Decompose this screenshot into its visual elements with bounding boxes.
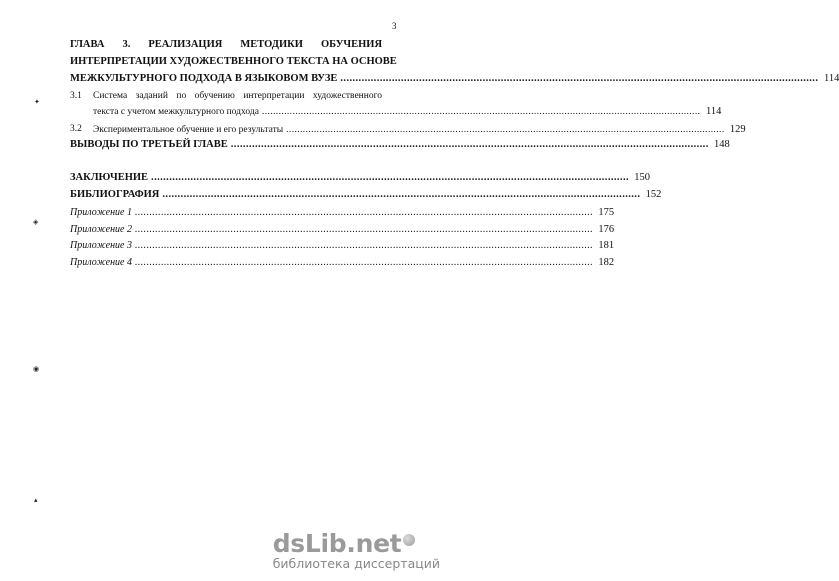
watermark-logo bbox=[273, 529, 416, 558]
leader-dots: .............................................................................................................................................................. bbox=[151, 172, 629, 183]
page-ref: 152 bbox=[645, 189, 662, 200]
chapter-word: ОБУЧЕНИЯ bbox=[320, 39, 383, 50]
leader-dots: .............................................................................................................................................................. bbox=[340, 73, 819, 84]
page-ref: 148 bbox=[713, 139, 730, 150]
leader-dots: .............................................................................................................................................................. bbox=[230, 139, 709, 150]
page-ref: 176 bbox=[598, 224, 615, 235]
globe-icon bbox=[403, 534, 415, 546]
chapter-word: ГЛАВА bbox=[70, 39, 105, 50]
page-ref: 114 bbox=[823, 73, 839, 84]
leader-dots: .............................................................................................................................................................. bbox=[134, 240, 594, 251]
watermark bbox=[273, 529, 440, 571]
section-title-line-2: текста с учетом межкультурного подхода bbox=[93, 107, 259, 117]
chapter-heading-line-2: ИНТЕРПРЕТАЦИИ ХУДОЖЕСТВЕННОГО ТЕКСТА НА ОСНОВЕ bbox=[70, 56, 397, 67]
margin-mark: ◉ bbox=[33, 365, 40, 373]
margin-mark: ◈ bbox=[33, 218, 39, 226]
page-ref: 114 bbox=[706, 106, 722, 117]
leader-dots: .............................................................................................................................................................. bbox=[286, 125, 725, 135]
chapter-word: 3. bbox=[122, 39, 131, 50]
leader-dots: .............................................................................................................................................................. bbox=[134, 257, 594, 268]
watermark-logo-main: dsLib bbox=[272, 529, 347, 558]
chapter-heading-line-1 bbox=[70, 39, 382, 50]
watermark-logo-tld: .net bbox=[346, 529, 402, 558]
appendix-entry[interactable] bbox=[70, 207, 615, 218]
entry-label: Приложение 4 bbox=[70, 257, 132, 268]
chapter-word: РЕАЛИЗАЦИЯ bbox=[148, 39, 223, 50]
page-ref: 150 bbox=[634, 172, 650, 183]
appendix-entry[interactable] bbox=[70, 240, 615, 251]
bibliography-entry[interactable] bbox=[70, 189, 662, 200]
section-title-line-1: Система заданий по обучению интерпретации художественного bbox=[93, 91, 382, 101]
entry-label: Приложение 3 bbox=[70, 240, 132, 251]
section-number: 3.2 bbox=[70, 124, 82, 134]
section-number: 3.1 bbox=[70, 91, 82, 101]
entry-label: Приложение 1 bbox=[70, 207, 132, 218]
chapter-heading-line-3: МЕЖКУЛЬТУРНОГО ПОДХОДА В ЯЗЫКОВОМ ВУЗЕ bbox=[70, 73, 338, 84]
page-ref: 182 bbox=[598, 257, 615, 268]
leader-dots: .............................................................................................................................................................. bbox=[134, 224, 594, 235]
entry-label: ЗАКЛЮЧЕНИЕ bbox=[70, 172, 149, 183]
conclusions-label: ВЫВОДЫ ПО ТРЕТЬЕЙ ГЛАВЕ bbox=[70, 139, 228, 150]
conclusion-entry[interactable] bbox=[70, 172, 650, 183]
leader-dots: .............................................................................................................................................................. bbox=[261, 107, 701, 117]
conclusions-entry[interactable] bbox=[70, 139, 730, 150]
page-ref: 181 bbox=[598, 240, 615, 251]
chapter-heading-entry[interactable] bbox=[70, 73, 839, 84]
page-number: 3 bbox=[392, 21, 397, 31]
appendix-entry[interactable] bbox=[70, 224, 615, 235]
chapter-word: МЕТОДИКИ bbox=[240, 39, 303, 50]
margin-mark: ✦ bbox=[34, 98, 40, 106]
watermark-subtitle: библиотека диссертаций bbox=[272, 556, 440, 571]
margin-mark: ▴ bbox=[34, 496, 38, 504]
section-entry-3-1[interactable] bbox=[93, 106, 722, 117]
section-title: Экспериментальное обучение и его результаты bbox=[93, 125, 284, 135]
section-entry-3-2[interactable] bbox=[93, 124, 746, 135]
entry-label: Приложение 2 bbox=[70, 224, 132, 235]
appendix-entry[interactable] bbox=[70, 257, 615, 268]
entry-label: БИБЛИОГРАФИЯ bbox=[70, 189, 160, 200]
leader-dots: .............................................................................................................................................................. bbox=[134, 207, 594, 218]
leader-dots: .............................................................................................................................................................. bbox=[162, 189, 641, 200]
page-ref: 129 bbox=[729, 124, 746, 135]
page-ref: 175 bbox=[598, 207, 615, 218]
